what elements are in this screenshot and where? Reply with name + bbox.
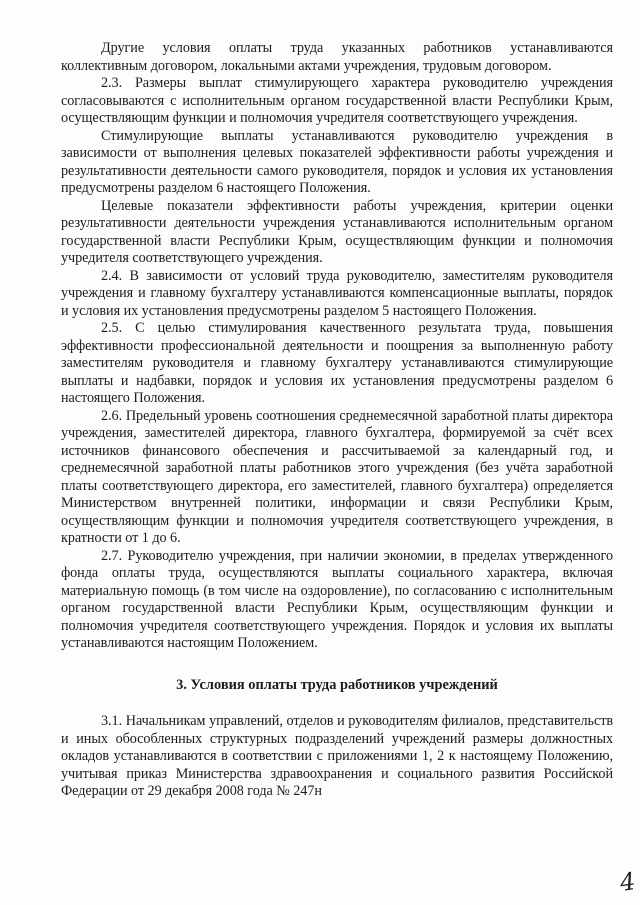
paragraph-2-7: 2.7. Руководителю учреждения, при наличии экономии, в пределах утвержденного фонда оплаты труда, осуществляются выплаты социального характера, включая материальную помощь (в том числе на оздоровление), по согласованию с исполнительным органом государственной власти Республики Крым, осуществляющим функции и полномочия учредителя соответствующего учреждения. Порядок и условия их выплаты устанавливаются настоящим Положением. <box>61 547 613 651</box>
paragraph-3-1: 3.1. Начальникам управлений, отделов и руководителям филиалов, представительств и иных обособленных структурных подразделений учреждений размеры должностных окладов устанавливаются в соответствии с приложениями 1, 2 к настоящему Положению, учитывая приказ Министерства здравоохранения и социального развития Российской Федерации от 29 декабря 2008 года № 247н <box>61 713 613 799</box>
paragraph-target-indicators: Целевые показатели эффективности работы учреждения, критерии оценки результативности деятельности учреждения устанавливаются исполнительным органом государственной власти Республики Крым, осуществляющим функции и полномочия учредителя соответствующего учреждения. <box>61 197 613 266</box>
paragraph-2-5: 2.5. С целью стимулирования качественного результата труда, повышения эффективности профессиональной деятельности и поощрения за выполненную работу заместителям руководителя и главному бухгалтеру устанавливаются стимулирующие выплаты и надбавки, порядок и условия их установления предусмотрены разделом 6 настоящего Положения. <box>61 320 613 406</box>
document-body <box>61 40 613 801</box>
paragraph-2-6: 2.6. Предельный уровень соотношения среднемесячной заработной платы директора учреждения, заместителей директора, главного бухгалтера, формируемой за счёт всех источников финансового обеспечения и рассчитываемой за календарный год, и среднемесячной заработной платы работников этого учреждения (без учёта заработной платы соответствующего директора, его заместителей, главного бухгалтера) определяется Министерством внутренней политики, информации и связи Республики Крым, осуществляющим функции и полномочия учредителя соответствующего учреждения, в кратности от 1 до 6. <box>61 407 613 546</box>
page-number: 4 <box>618 867 638 897</box>
paragraph-2-4: 2.4. В зависимости от условий труда руководителю, заместителям руководителя учреждения и главному бухгалтеру устанавливаются компенсационные выплаты, порядок и условия их установления предусмотрены разделом 5 настоящего Положения. <box>61 267 613 319</box>
paragraph-2-3: 2.3. Размеры выплат стимулирующего характера руководителю учреждения согласовываются с исполнительным органом государственной власти Республики Крым, осуществляющим функции и полномочия учредителя соответствующего учреждения. <box>61 75 613 126</box>
paragraph-other-conditions: Другие условия оплаты труда указанных работников устанавливаются коллективным договором, локальными актами учреждения, трудовым договором. <box>61 40 613 74</box>
paragraph-stimulating-payments: Стимулирующие выплаты устанавливаются руководителю учреждения в зависимости от выполнения целевых показателей эффективности работы учреждения и результативности деятельности самого руководителя, порядок и условия их установления предусмотрены разделом 6 настоящего Положения. <box>61 127 613 196</box>
section-3-heading: 3. Условия оплаты труда работников учреждений <box>176 676 498 693</box>
